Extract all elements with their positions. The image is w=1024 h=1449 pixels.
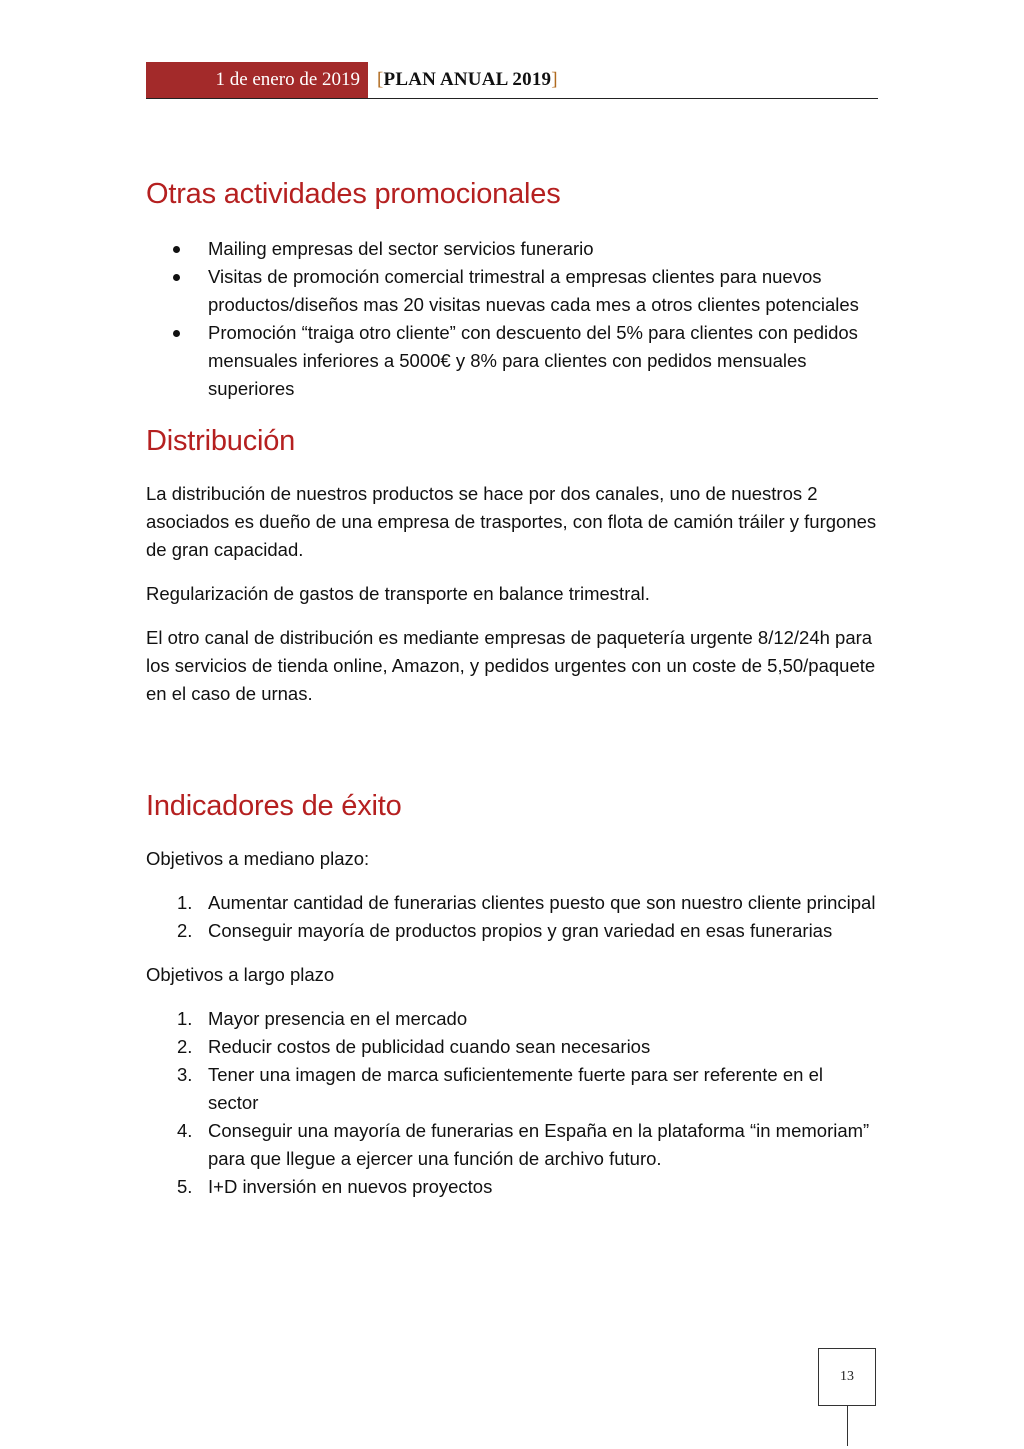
page-header [146, 62, 878, 99]
numbered-item [146, 1033, 878, 1061]
bullet-text: Mailing empresas del sector servicios funerario [208, 238, 594, 259]
paragraph: Regularización de gastos de transporte en balance trimestral. [146, 583, 650, 604]
item-number: 4. [177, 1120, 193, 1141]
header-title [377, 62, 558, 98]
page-number-box [818, 1348, 876, 1406]
numbered-item [146, 889, 878, 917]
numbered-item [146, 1061, 878, 1117]
item-text: I+D inversión en nuevos proyectos [208, 1176, 493, 1197]
bullet-dot-icon [173, 246, 180, 253]
item-text: Conseguir mayoría de productos propios y gran variedad en esas funerarias [208, 920, 833, 941]
section-heading-promociones: Otras actividades promocionales [146, 178, 561, 210]
numbered-item [146, 1005, 878, 1033]
subsection-label-mediano-plazo: Objetivos a mediano plazo: [146, 848, 370, 869]
item-number: 1. [177, 892, 193, 913]
item-text: Mayor presencia en el mercado [208, 1008, 468, 1029]
bullet-dot-icon [173, 274, 180, 281]
item-number: 2. [177, 920, 193, 941]
bullet-item [146, 263, 878, 319]
bullet-item [146, 319, 878, 403]
long-term-list [146, 1005, 878, 1201]
page-number-connector-line [847, 1406, 848, 1446]
bullet-text: Promoción “traiga otro cliente” con descuento del 5% para clientes con pedidos mensuales inferiores a 5000€ y 8% para clientes con pedidos mensuales superiores [208, 322, 858, 399]
paragraph: La distribución de nuestros productos se hace por dos canales, uno de nuestros 2 asociados es dueño de una empresa de trasportes, con flota de camión tráiler y furgones de gran capacidad. [146, 483, 877, 560]
item-text: Aumentar cantidad de funerarias clientes puesto que son nuestro cliente principal [208, 892, 876, 913]
item-number: 5. [177, 1176, 193, 1197]
header-date: 1 de enero de 2019 [146, 62, 368, 98]
page-content [146, 178, 878, 1201]
bullet-dot-icon [173, 330, 180, 337]
header-title-text: PLAN ANUAL 2019 [383, 69, 552, 90]
item-number: 3. [177, 1064, 193, 1085]
section-heading-indicadores: Indicadores de éxito [146, 790, 402, 822]
item-number: 2. [177, 1036, 193, 1057]
numbered-item [146, 917, 878, 945]
item-number: 1. [177, 1008, 193, 1029]
numbered-item [146, 1173, 878, 1201]
section-heading-distribucion: Distribución [146, 425, 296, 457]
subsection-label-largo-plazo: Objetivos a largo plazo [146, 964, 335, 985]
item-text: Conseguir una mayoría de funerarias en España en la plataforma “in memoriam” para que llegue a ejercer una función de archivo futuro. [208, 1120, 870, 1169]
medium-term-list [146, 889, 878, 945]
bullet-item [146, 235, 878, 263]
header-bracket-open: [ [377, 69, 384, 90]
header-bracket-close: ] [551, 69, 558, 90]
numbered-item [146, 1117, 878, 1173]
item-text: Reducir costos de publicidad cuando sean necesarios [208, 1036, 651, 1057]
page-number: 13 [840, 1369, 854, 1384]
promo-bullet-list [146, 235, 878, 403]
item-text: Tener una imagen de marca suficientemente fuerte para ser referente en el sector [208, 1064, 823, 1113]
bullet-text: Visitas de promoción comercial trimestral a empresas clientes para nuevos productos/diseños mas 20 visitas nuevas cada mes a otros clientes potenciales [208, 266, 859, 315]
paragraph: El otro canal de distribución es mediante empresas de paquetería urgente 8/12/24h para los servicios de tienda online, Amazon, y pedidos urgentes con un coste de 5,50/paquete en el caso de urnas. [146, 627, 876, 704]
